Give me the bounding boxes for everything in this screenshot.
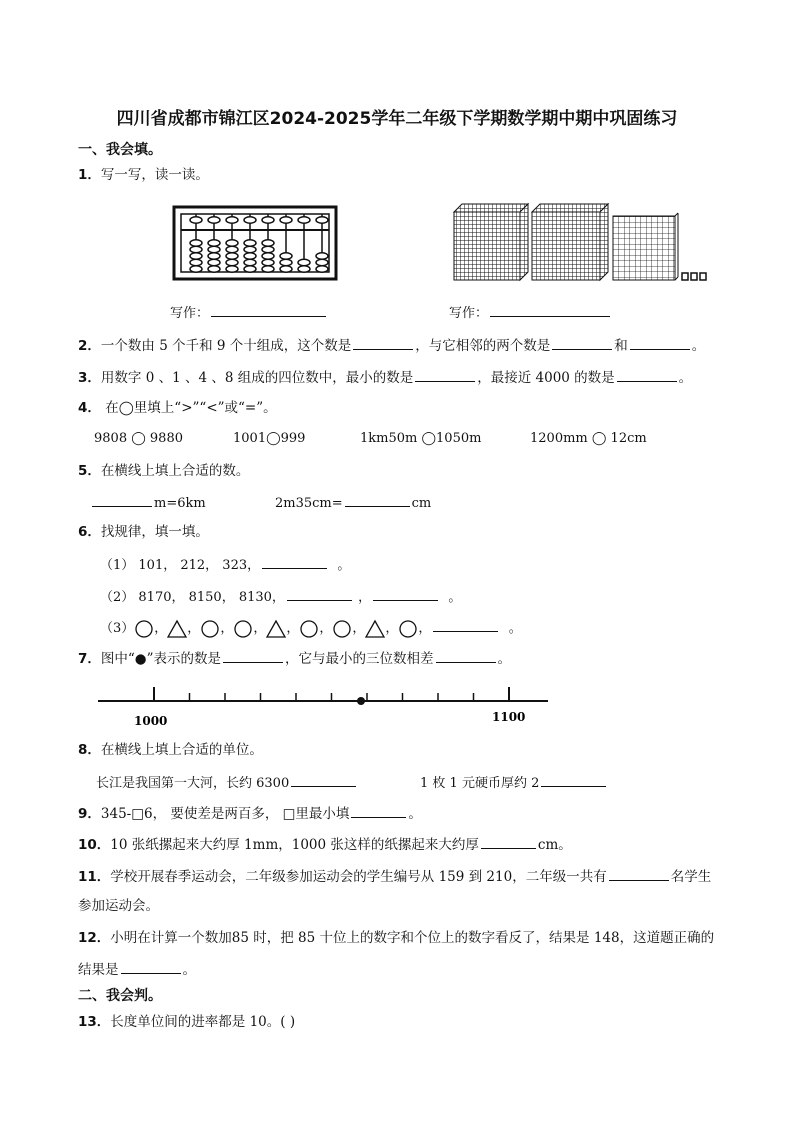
number-line-label-end: 1100: [492, 710, 526, 724]
shape-sequence: [134, 621, 431, 636]
write-answer-abacus: 写作：: [170, 302, 328, 324]
answer-blank[interactable]: [541, 772, 606, 787]
pattern-1: （1） 101， 212， 323， 。: [100, 554, 350, 576]
abacus-bead: [190, 259, 202, 265]
abacus-bead: [262, 246, 274, 252]
answer-blank[interactable]: [211, 302, 326, 317]
answer-blank[interactable]: [481, 834, 536, 849]
question-4: 4． 在◯里填上“>”“<”或“=”。: [78, 400, 277, 416]
separator: ，: [352, 621, 366, 636]
write-answer-blocks: 写作：: [449, 302, 612, 324]
abacus-bead: [316, 217, 328, 223]
abacus-bead: [262, 240, 274, 246]
answer-blank[interactable]: [433, 617, 498, 632]
abacus-bead: [226, 259, 238, 265]
abacus-figure: [172, 205, 340, 285]
base-ten-blocks-figure: [448, 200, 718, 290]
abacus-bead: [226, 266, 238, 272]
abacus-bead: [280, 259, 292, 265]
circle-shape-icon: [200, 620, 220, 638]
pattern-2: （2） 8170， 8150， 8130， ， 。: [100, 586, 461, 608]
circle-shape-icon: [398, 620, 418, 638]
answer-blank[interactable]: [92, 492, 152, 507]
abacus-bead: [298, 217, 310, 223]
separator: ，: [253, 621, 267, 636]
answer-blank[interactable]: [490, 302, 610, 317]
compare-item-1[interactable]: 9808 ◯ 9880: [94, 431, 183, 446]
number-line-ticks: [154, 687, 509, 701]
abacus-bead: [208, 266, 220, 272]
circle-shape-icon: [233, 620, 253, 638]
abacus-bead: [244, 259, 256, 265]
abacus-bead: [316, 266, 328, 272]
abacus-bead: [190, 246, 202, 252]
question-2: 2．一个数由 5 个千和 9 个十组成，这个数是 ，与它相邻的两个数是 和 。: [78, 335, 705, 356]
abacus-bead: [208, 253, 220, 259]
answer-blank[interactable]: [351, 803, 406, 818]
answer-blank[interactable]: [552, 335, 612, 350]
separator: ，: [418, 621, 432, 636]
question-9: 9．345-□6， 要使差是两百多， □里最小填 。: [78, 803, 422, 824]
abacus-bead: [298, 259, 310, 265]
abacus-bead: [262, 217, 274, 223]
question-7: 7．图中“●”表示的数是 ，它与最小的三位数相差 。: [78, 648, 511, 669]
answer-blank[interactable]: [415, 367, 475, 382]
abacus-bead: [298, 266, 310, 272]
question-10: 10．10 张纸摞起来大约厚 1mm，1000 张这样的纸摞起来大约厚 cm。: [78, 834, 572, 855]
abacus-bead: [262, 253, 274, 259]
question-12-cont: 结果是 。: [78, 959, 196, 980]
unit-cubes: [682, 273, 706, 280]
unit-item-a: 长江是我国第一大河，长约 6300: [96, 772, 358, 794]
answer-blank[interactable]: [287, 586, 352, 601]
unit-item-b: 1 枚 1 元硬币厚约 2: [420, 772, 608, 794]
number-line-dot: [357, 697, 365, 705]
answer-blank[interactable]: [291, 772, 356, 787]
abacus-bead: [208, 217, 220, 223]
abacus-bead: [208, 246, 220, 252]
abacus-bead: [226, 240, 238, 246]
separator: ，: [319, 621, 333, 636]
circle-shape-icon: [332, 620, 352, 638]
abacus-bead: [208, 259, 220, 265]
number-line: [98, 683, 550, 733]
section-heading-judge: 二、我会判。: [78, 988, 162, 1004]
answer-blank[interactable]: [630, 335, 690, 350]
abacus-bead: [244, 266, 256, 272]
abacus-bead: [190, 266, 202, 272]
abacus-bead: [226, 253, 238, 259]
question-1: 1．写一写，读一读。: [78, 167, 209, 183]
separator: ，: [220, 621, 234, 636]
answer-blank[interactable]: [223, 648, 283, 663]
abacus-bead: [316, 253, 328, 259]
abacus-bead: [244, 240, 256, 246]
compare-item-3[interactable]: 1km50m ◯1050m: [360, 431, 482, 446]
abacus-bead: [316, 259, 328, 265]
answer-blank[interactable]: [617, 367, 677, 382]
abacus-bead: [208, 240, 220, 246]
compare-item-4[interactable]: 1200mm ◯ 12cm: [530, 431, 647, 446]
abacus-bead: [226, 246, 238, 252]
answer-blank[interactable]: [353, 335, 413, 350]
question-13: 13．长度单位间的进率都是 10。( ): [78, 1014, 296, 1030]
abacus-bead: [190, 240, 202, 246]
triangle-shape-icon: [167, 620, 187, 638]
answer-blank[interactable]: [345, 492, 410, 507]
abacus-bead: [190, 217, 202, 223]
pattern-3: （3） ， ， ， ， ， ， ， ， ， 。: [100, 617, 522, 639]
compare-item-2[interactable]: 1001◯999: [233, 431, 306, 446]
question-11-cont: 参加运动会。: [78, 898, 159, 914]
thousand-cube-2: [532, 204, 608, 280]
abacus-bead: [190, 253, 202, 259]
answer-blank[interactable]: [121, 959, 181, 974]
separator: ，: [154, 621, 168, 636]
abacus-bead: [280, 253, 292, 259]
triangle-shape-icon: [266, 620, 286, 638]
abacus-bead: [244, 217, 256, 223]
page-title: 四川省成都市锦江区2024-2025学年二年级下学期数学期中期中巩固练习: [116, 109, 678, 129]
abacus-bead: [280, 266, 292, 272]
answer-blank[interactable]: [373, 586, 438, 601]
question-8: 8．在横线上填上合适的单位。: [78, 742, 263, 758]
thousand-cube-1: [454, 204, 528, 280]
separator: ，: [187, 621, 201, 636]
separator: ，: [286, 621, 300, 636]
abacus-bead: [244, 253, 256, 259]
answer-blank[interactable]: [262, 554, 327, 569]
hundred-flat: [613, 213, 678, 280]
question-3: 3．用数字 0 、1 、4 、8 组成的四位数中，最小的数是 ，最接近 4000 的数是 。: [78, 367, 692, 388]
question-6: 6．找规律，填一填。: [78, 524, 209, 540]
question-12: 12．小明在计算一个数加85 时，把 85 十位上的数字和个位上的数字看反了，结果是 148，这道题正确的: [78, 930, 715, 946]
circle-shape-icon: [134, 620, 154, 638]
abacus-bead: [262, 259, 274, 265]
fill-item-a: m=6km: [90, 492, 206, 514]
answer-blank[interactable]: [436, 648, 496, 663]
abacus-bead: [280, 217, 292, 223]
fill-item-b: 2m35cm= cm: [275, 492, 431, 514]
abacus-bead: [244, 246, 256, 252]
abacus-bead: [226, 217, 238, 223]
question-11: 11．学校开展春季运动会，二年级参加运动会的学生编号从 159 到 210，二年级一共有 名学生: [78, 866, 711, 887]
abacus-bead: [262, 266, 274, 272]
triangle-shape-icon: [365, 620, 385, 638]
section-heading-fill: 一、我会填。: [78, 142, 162, 158]
circle-shape-icon: [299, 620, 319, 638]
separator: ，: [385, 621, 399, 636]
number-line-label-start: 1000: [134, 714, 168, 728]
answer-blank[interactable]: [609, 866, 669, 881]
question-5: 5．在横线上填上合适的数。: [78, 463, 250, 479]
